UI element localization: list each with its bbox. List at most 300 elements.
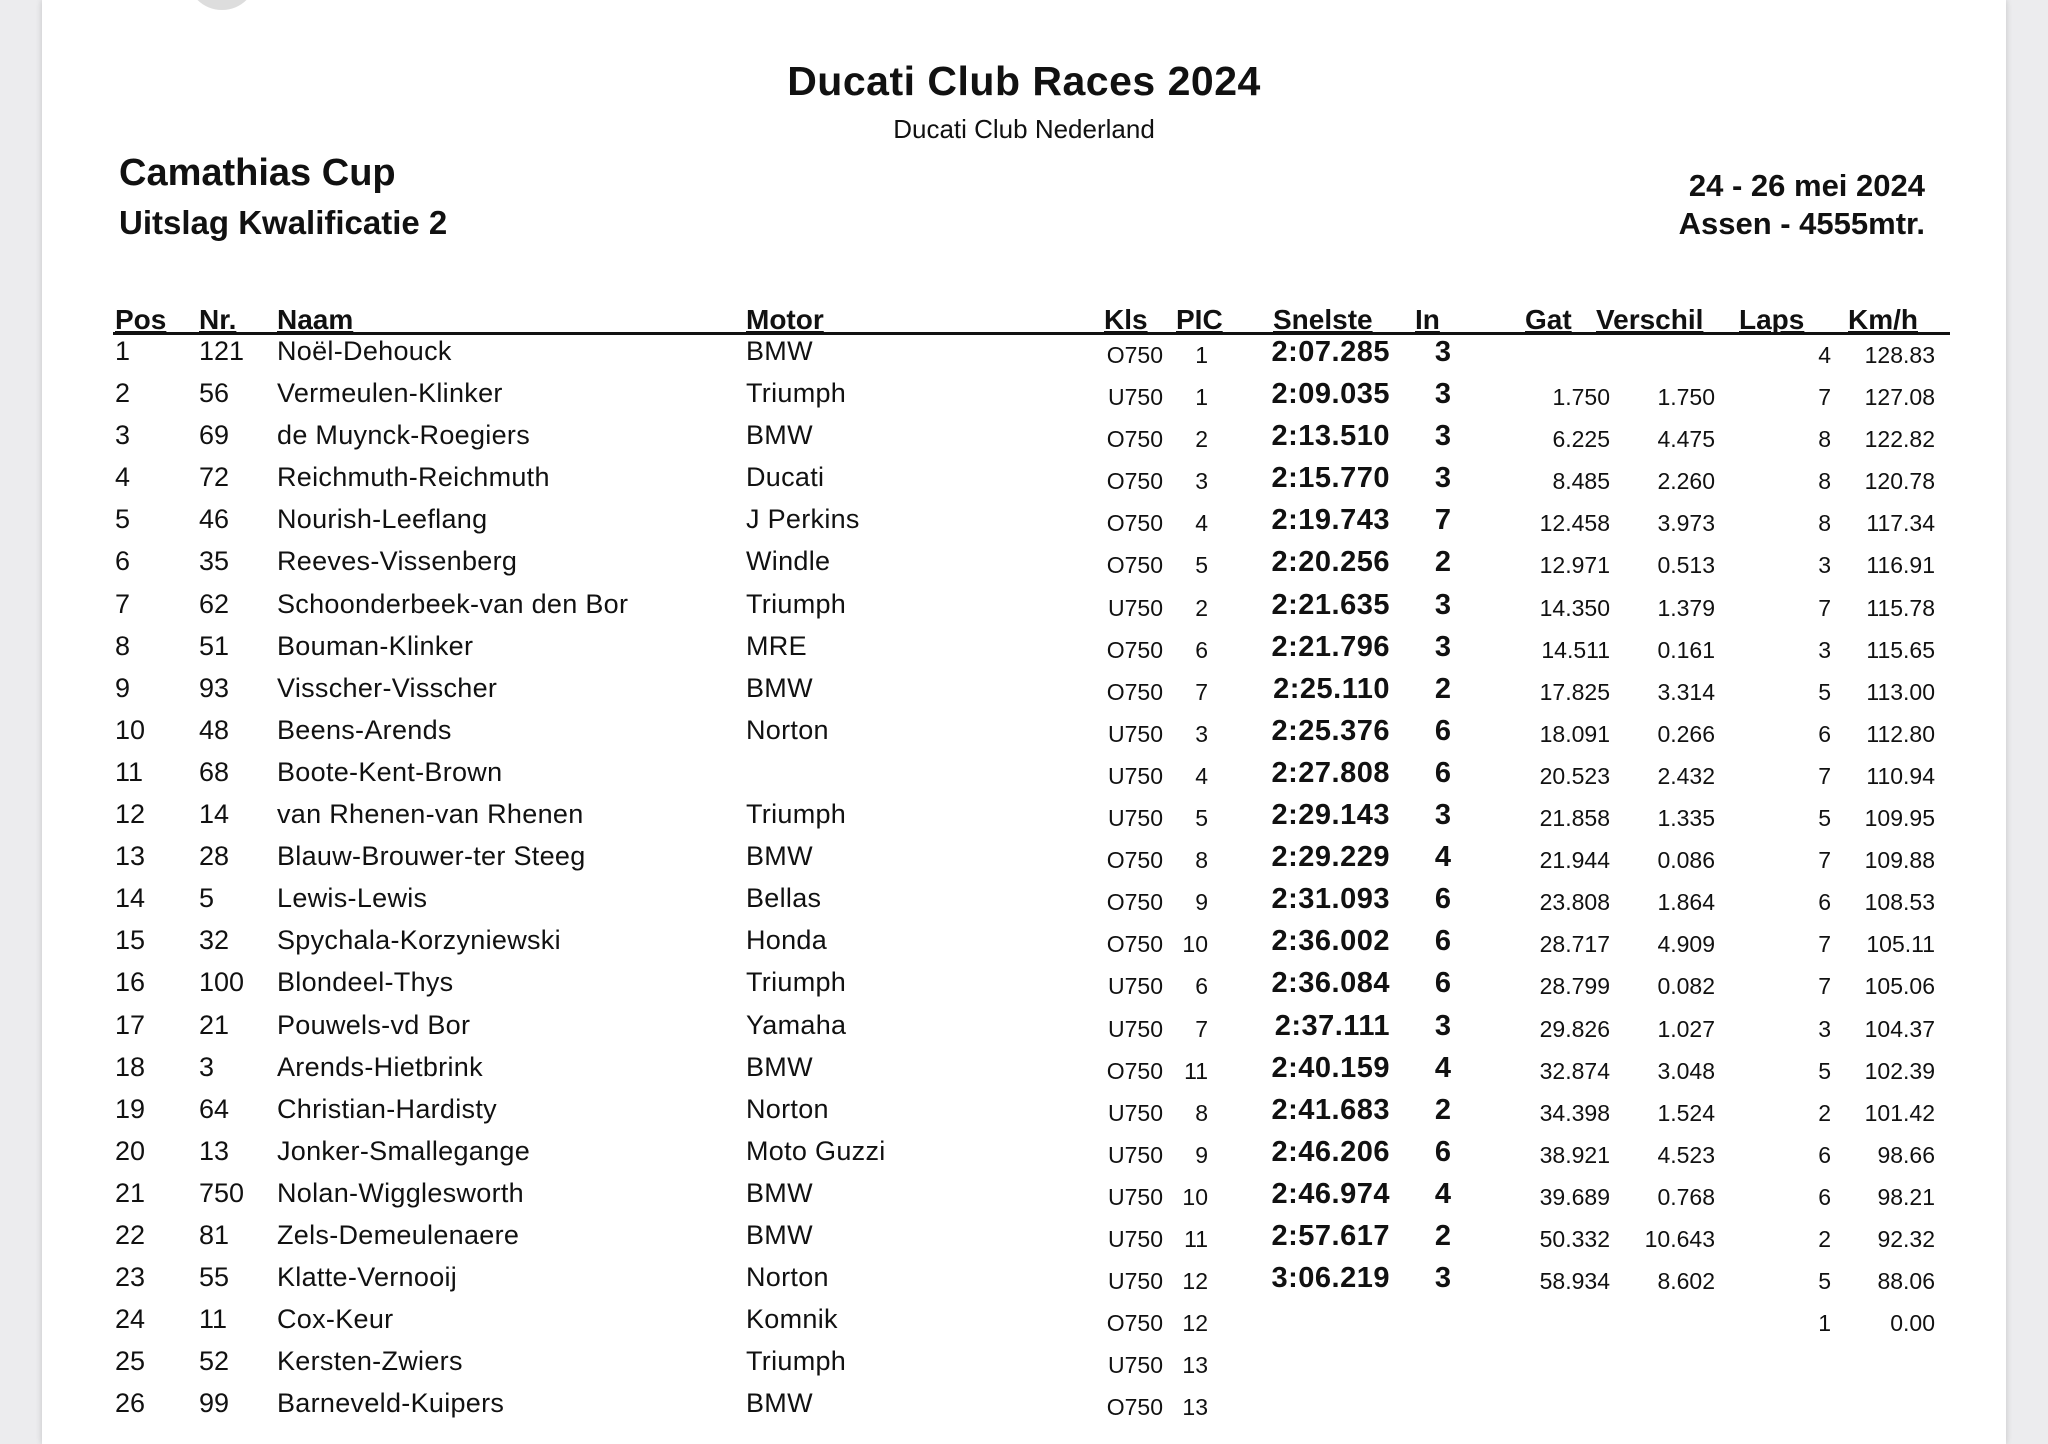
cell-pos: 26: [115, 1388, 146, 1419]
cell-kmh: 101.42: [1864, 1099, 1935, 1126]
cell-naam: Cox-Keur: [277, 1304, 394, 1335]
cell-laps: 5: [1818, 678, 1831, 705]
cell-motor: Bellas: [746, 883, 822, 914]
cell-verschil: 1.750: [1657, 384, 1715, 411]
cell-naam: Boote-Kent-Brown: [277, 756, 503, 787]
cell-laps: 3: [1818, 636, 1831, 663]
cell-in: 3: [1434, 462, 1451, 495]
cell-verschil: 1.379: [1657, 594, 1715, 621]
cell-snelste: 2:29.229: [1271, 841, 1390, 874]
cell-nr: 14: [199, 799, 230, 830]
cell-in: 4: [1434, 1177, 1451, 1210]
cell-pic: 13: [1182, 1352, 1208, 1379]
cell-laps: 8: [1818, 468, 1831, 495]
table-row: [0, 839, 2048, 881]
cell-motor: Yamaha: [746, 1009, 847, 1040]
session-name: Uitslag Kwalificatie 2: [119, 204, 448, 241]
cell-nr: 64: [199, 1093, 230, 1124]
cell-nr: 68: [199, 756, 230, 787]
cell-pos: 9: [115, 672, 131, 703]
cell-pos: 20: [115, 1135, 146, 1166]
cell-in: 7: [1434, 504, 1451, 537]
cell-nr: 55: [199, 1262, 230, 1293]
cell-pos: 4: [115, 462, 131, 493]
cell-pic: 12: [1182, 1268, 1208, 1295]
cell-nr: 750: [199, 1177, 245, 1208]
cell-nr: 62: [199, 588, 230, 619]
col-header-snelste: Snelste: [1273, 304, 1373, 335]
cell-snelste: 2:46.206: [1271, 1135, 1390, 1168]
cell-laps: 7: [1818, 384, 1831, 411]
table-row: [0, 629, 2048, 671]
cell-kmh: 117.34: [1866, 510, 1935, 537]
cell-verschil: 0.266: [1657, 720, 1715, 747]
cell-snelste: 2:36.084: [1271, 967, 1390, 1000]
cell-verschil: 2.432: [1657, 762, 1715, 789]
cell-naam: Jonker-Smallegange: [277, 1135, 531, 1166]
cell-motor: BMW: [746, 1388, 813, 1419]
cell-snelste: 3:06.219: [1271, 1262, 1390, 1295]
cell-nr: 93: [199, 672, 230, 703]
cell-snelste: 2:40.159: [1271, 1051, 1390, 1084]
cell-verschil: 1.335: [1657, 805, 1715, 832]
cell-kmh: 105.06: [1864, 973, 1935, 1000]
cell-laps: 5: [1818, 1268, 1831, 1295]
table-row: [0, 1386, 2048, 1428]
cell-pos: 5: [115, 504, 131, 535]
cell-gat: 21.944: [1539, 847, 1610, 874]
cell-pic: 6: [1195, 973, 1208, 1000]
cell-pos: 15: [115, 925, 146, 956]
cell-in: 2: [1434, 672, 1451, 705]
cell-kls: U750: [1108, 594, 1163, 621]
cell-kmh: 108.53: [1864, 889, 1935, 916]
cell-pos: 6: [115, 546, 131, 577]
col-header-in: In: [1415, 304, 1440, 335]
cell-nr: 3: [199, 1051, 215, 1082]
cell-in: 6: [1434, 714, 1451, 747]
cell-verschil: 0.513: [1657, 552, 1715, 579]
cell-kls: O750: [1106, 552, 1163, 579]
cell-pos: 13: [115, 841, 146, 872]
cell-naam: Pouwels-vd Bor: [277, 1009, 471, 1040]
cell-kls: O750: [1106, 1310, 1163, 1337]
cell-gat: 38.921: [1539, 1141, 1610, 1168]
cup-name: Camathias Cup: [119, 152, 396, 194]
cell-kls: U750: [1108, 805, 1163, 832]
table-row: [0, 376, 2048, 418]
cell-pic: 11: [1184, 1225, 1208, 1252]
table-row: [0, 1008, 2048, 1050]
cell-naam: Barneveld-Kuipers: [277, 1388, 505, 1419]
cell-motor: Triumph: [746, 1346, 847, 1377]
cell-verschil: 3.314: [1657, 678, 1715, 705]
cell-pic: 1: [1195, 342, 1208, 368]
cell-gat: 12.971: [1539, 552, 1610, 579]
cell-in: 3: [1434, 588, 1451, 621]
cell-snelste: 2:21.635: [1271, 588, 1390, 621]
cell-pos: 8: [115, 630, 131, 661]
cell-laps: 7: [1818, 762, 1831, 789]
cell-verschil: 8.602: [1657, 1268, 1715, 1295]
cell-gat: 18.091: [1539, 720, 1610, 747]
cell-kls: U750: [1108, 1099, 1163, 1126]
cell-nr: 52: [199, 1346, 230, 1377]
table-row: [0, 502, 2048, 544]
cell-kmh: 104.37: [1864, 1015, 1935, 1042]
cell-gat: 20.523: [1539, 762, 1610, 789]
table-row: [0, 923, 2048, 965]
cell-gat: 28.717: [1539, 931, 1610, 958]
table-row: [0, 1260, 2048, 1302]
table-row: [0, 881, 2048, 923]
cell-pic: 1: [1195, 384, 1208, 411]
cell-snelste: 2:36.002: [1271, 925, 1390, 958]
cell-naam: Nourish-Leeflang: [277, 504, 488, 535]
cell-laps: 3: [1818, 1015, 1831, 1042]
table-row: [0, 418, 2048, 460]
cell-kmh: 112.80: [1866, 720, 1935, 747]
cell-snelste: 2:09.035: [1271, 378, 1390, 411]
cell-laps: 4: [1818, 342, 1831, 368]
cell-laps: 8: [1818, 426, 1831, 453]
cell-kmh: 128.83: [1864, 342, 1935, 368]
cell-pic: 2: [1195, 426, 1208, 453]
cell-kls: O750: [1106, 636, 1163, 663]
cell-pos: 12: [115, 799, 146, 830]
cell-motor: MRE: [746, 630, 807, 661]
cell-laps: 7: [1818, 973, 1831, 1000]
cell-kmh: 109.95: [1864, 805, 1935, 832]
cell-kmh: 110.94: [1866, 762, 1935, 789]
cell-pic: 9: [1195, 1141, 1208, 1168]
cell-gat: 21.858: [1539, 805, 1610, 832]
cell-in: 4: [1434, 841, 1451, 874]
cell-snelste: 2:25.110: [1273, 672, 1390, 705]
cell-snelste: 2:07.285: [1271, 336, 1390, 368]
cell-naam: Visscher-Visscher: [277, 672, 498, 703]
col-header-motor: Motor: [746, 304, 824, 335]
cell-pic: 3: [1195, 468, 1208, 495]
col-header-pos: Pos: [115, 304, 167, 335]
cell-naam: van Rhenen-van Rhenen: [277, 799, 584, 830]
cell-laps: 6: [1818, 889, 1831, 916]
cell-in: 3: [1434, 799, 1451, 832]
cell-laps: 8: [1818, 510, 1831, 537]
cell-in: 6: [1434, 883, 1451, 916]
cell-pos: 17: [115, 1009, 146, 1040]
cell-gat: 39.689: [1539, 1183, 1610, 1210]
cell-naam: Kersten-Zwiers: [277, 1346, 463, 1377]
cell-nr: 69: [199, 420, 230, 451]
cell-in: 3: [1434, 630, 1451, 663]
cell-pos: 21: [115, 1177, 146, 1208]
col-header-nr: Nr.: [199, 304, 237, 335]
cell-gat: 6.225: [1552, 426, 1610, 453]
cell-kls: U750: [1108, 1015, 1163, 1042]
table-row: [0, 587, 2048, 629]
cell-snelste: 2:37.111: [1274, 1009, 1390, 1042]
cell-snelste: 2:13.510: [1271, 420, 1390, 453]
cell-verschil: 10.643: [1644, 1225, 1715, 1252]
cell-nr: 72: [199, 462, 230, 493]
cell-gat: 14.511: [1541, 636, 1610, 663]
event-date: 24 - 26 mei 2024: [1688, 168, 1925, 203]
cell-laps: 7: [1818, 931, 1831, 958]
cell-nr: 11: [199, 1304, 228, 1335]
table-row: [0, 460, 2048, 502]
cell-verschil: 3.048: [1657, 1057, 1715, 1084]
cell-pos: 3: [115, 420, 131, 451]
table-row: [0, 671, 2048, 713]
table-row: [0, 1302, 2048, 1344]
table-row: [0, 713, 2048, 755]
cell-motor: Norton: [746, 714, 829, 745]
cell-naam: Christian-Hardisty: [277, 1093, 497, 1124]
cell-gat: 34.398: [1539, 1099, 1610, 1126]
cell-pic: 11: [1184, 1057, 1208, 1084]
table-row: [0, 1092, 2048, 1134]
cell-laps: 2: [1818, 1099, 1831, 1126]
cell-pic: 3: [1195, 720, 1208, 747]
cell-kls: O750: [1106, 468, 1163, 495]
cell-pic: 8: [1195, 1099, 1208, 1126]
table-row: [0, 965, 2048, 1007]
cell-pic: 9: [1195, 889, 1208, 916]
cell-snelste: 2:57.617: [1271, 1219, 1390, 1252]
cell-in: 6: [1434, 967, 1451, 1000]
cell-naam: Zels-Demeulenaere: [277, 1219, 520, 1250]
cell-kmh: 105.11: [1866, 931, 1935, 958]
cell-kls: U750: [1108, 1268, 1163, 1295]
col-header-gat: Gat: [1525, 304, 1572, 335]
cell-kmh: 0.00: [1890, 1310, 1935, 1337]
cell-naam: Lewis-Lewis: [277, 883, 428, 914]
cell-in: 6: [1434, 756, 1451, 789]
cell-nr: 56: [199, 378, 230, 409]
cell-kmh: 115.65: [1866, 636, 1935, 663]
cell-pos: 19: [115, 1093, 146, 1124]
cell-pic: 5: [1195, 552, 1208, 579]
cell-gat: 32.874: [1539, 1057, 1610, 1084]
cell-pic: 5: [1195, 805, 1208, 832]
cell-nr: 21: [199, 1009, 230, 1040]
cell-kls: O750: [1106, 342, 1163, 368]
cell-kmh: 120.78: [1864, 468, 1935, 495]
cell-pic: 12: [1182, 1310, 1208, 1337]
cell-verschil: 4.909: [1657, 931, 1715, 958]
cell-nr: 5: [199, 883, 215, 914]
col-header-kls: Kls: [1104, 304, 1148, 335]
cell-verschil: 0.082: [1657, 973, 1715, 1000]
cell-snelste: 2:20.256: [1271, 546, 1390, 579]
cell-pic: 13: [1182, 1394, 1208, 1421]
cell-verschil: 1.864: [1657, 889, 1715, 916]
cell-verschil: 3.973: [1657, 510, 1715, 537]
table-row: [0, 1218, 2048, 1260]
cell-gat: 58.934: [1539, 1268, 1610, 1295]
cell-kls: U750: [1108, 1141, 1163, 1168]
cell-gat: 28.799: [1539, 973, 1610, 1000]
cell-nr: 48: [199, 714, 230, 745]
cell-laps: 5: [1818, 805, 1831, 832]
cell-in: 6: [1434, 925, 1451, 958]
cell-pos: 25: [115, 1346, 146, 1377]
col-header-kmh: Km/h: [1848, 304, 1918, 335]
cell-naam: de Muynck-Roegiers: [277, 420, 531, 451]
cell-kls: U750: [1108, 384, 1163, 411]
cell-pos: 16: [115, 967, 146, 998]
cell-kmh: 98.66: [1877, 1141, 1935, 1168]
cell-kls: O750: [1106, 847, 1163, 874]
cell-in: 2: [1434, 1093, 1451, 1126]
cell-pos: 23: [115, 1262, 146, 1293]
cell-laps: 2: [1818, 1225, 1831, 1252]
cell-pos: 24: [115, 1304, 146, 1335]
cell-in: 3: [1434, 420, 1451, 453]
cell-verschil: 1.027: [1657, 1015, 1715, 1042]
cell-pos: 11: [115, 756, 144, 787]
cell-motor: Komnik: [746, 1304, 838, 1335]
cell-in: 3: [1434, 1262, 1451, 1295]
cell-verschil: 0.161: [1657, 636, 1715, 663]
cell-gat: 1.750: [1552, 384, 1610, 411]
cell-snelste: 2:21.796: [1271, 630, 1390, 663]
cell-pos: 18: [115, 1051, 146, 1082]
cell-motor: Windle: [746, 546, 831, 577]
cell-snelste: 2:41.683: [1271, 1093, 1390, 1126]
cell-motor: BMW: [746, 1219, 813, 1250]
cell-in: 2: [1434, 1219, 1451, 1252]
cell-laps: 6: [1818, 1183, 1831, 1210]
cell-snelste: 2:25.376: [1271, 714, 1390, 747]
cell-nr: 121: [199, 336, 245, 366]
cell-pic: 10: [1182, 931, 1208, 958]
cell-motor: Norton: [746, 1093, 829, 1124]
col-header-laps: Laps: [1739, 304, 1805, 335]
cell-gat: 14.350: [1539, 594, 1610, 621]
cell-naam: Schoonderbeek-van den Bor: [277, 588, 629, 619]
cell-motor: BMW: [746, 1177, 813, 1208]
cell-pic: 2: [1195, 594, 1208, 621]
cell-verschil: 0.086: [1657, 847, 1715, 874]
cell-motor: Norton: [746, 1262, 829, 1293]
cell-kls: O750: [1106, 1057, 1163, 1084]
cell-gat: 12.458: [1539, 510, 1610, 537]
cell-laps: 7: [1818, 847, 1831, 874]
cell-laps: 7: [1818, 594, 1831, 621]
cell-laps: 3: [1818, 552, 1831, 579]
cell-kls: O750: [1106, 426, 1163, 453]
cell-naam: Reeves-Vissenberg: [277, 546, 518, 577]
cell-motor: BMW: [746, 1051, 813, 1082]
cell-laps: 6: [1818, 720, 1831, 747]
cell-pic: 7: [1195, 678, 1208, 705]
cell-kmh: 109.88: [1864, 847, 1935, 874]
cell-naam: Arends-Hietbrink: [277, 1051, 483, 1082]
cell-motor: Ducati: [746, 462, 825, 493]
cell-pic: 4: [1195, 510, 1208, 537]
cell-kmh: 127.08: [1864, 384, 1935, 411]
cell-kmh: 122.82: [1864, 426, 1935, 453]
cell-laps: 1: [1818, 1310, 1831, 1337]
cell-nr: 28: [199, 841, 230, 872]
cell-naam: Reichmuth-Reichmuth: [277, 462, 550, 493]
cell-kmh: 113.00: [1866, 678, 1935, 705]
cell-pic: 4: [1195, 762, 1208, 789]
cell-snelste: 2:27.808: [1271, 756, 1390, 789]
cell-naam: Bouman-Klinker: [277, 630, 474, 661]
cell-pic: 6: [1195, 636, 1208, 663]
table-row: [0, 1050, 2048, 1092]
cell-motor: J Perkins: [746, 504, 860, 535]
cell-nr: 46: [199, 504, 230, 535]
cell-pos: 7: [115, 588, 131, 619]
cell-kmh: 116.91: [1866, 552, 1935, 579]
table-row: [0, 334, 2048, 376]
cell-kmh: 88.06: [1877, 1268, 1935, 1295]
cell-nr: 13: [199, 1135, 230, 1166]
club-logo-fragment: [187, 0, 257, 10]
table-row: [0, 797, 2048, 839]
cell-verschil: 0.768: [1657, 1183, 1715, 1210]
cell-pos: 14: [115, 883, 146, 914]
cell-motor: BMW: [746, 336, 813, 366]
cell-motor: Moto Guzzi: [746, 1135, 886, 1166]
cell-motor: BMW: [746, 420, 813, 451]
cell-motor: Honda: [746, 925, 828, 956]
cell-naam: Beens-Arends: [277, 714, 452, 745]
cell-in: 3: [1434, 378, 1451, 411]
cell-pos: 1: [115, 336, 131, 366]
cell-kmh: 92.32: [1877, 1225, 1935, 1252]
page-subtitle: Ducati Club Nederland: [893, 114, 1155, 144]
cell-kls: O750: [1106, 678, 1163, 705]
cell-nr: 35: [199, 546, 230, 577]
results-table: [0, 334, 2048, 1428]
cell-kls: O750: [1106, 889, 1163, 916]
cell-verschil: 2.260: [1657, 468, 1715, 495]
table-row: [0, 1344, 2048, 1386]
cell-verschil: 4.523: [1657, 1141, 1715, 1168]
cell-snelste: 2:29.143: [1271, 799, 1390, 832]
cell-motor: Triumph: [746, 799, 847, 830]
table-row: [0, 544, 2048, 586]
cell-pic: 8: [1195, 847, 1208, 874]
cell-pos: 22: [115, 1219, 146, 1250]
cell-naam: Vermeulen-Klinker: [277, 378, 503, 409]
cell-pos: 2: [115, 378, 131, 409]
cell-in: 3: [1434, 336, 1451, 368]
cell-kmh: 98.21: [1877, 1183, 1935, 1210]
cell-gat: 29.826: [1539, 1015, 1610, 1042]
cell-verschil: 4.475: [1657, 426, 1715, 453]
page-title: Ducati Club Races 2024: [787, 58, 1261, 104]
cell-kls: O750: [1106, 1394, 1163, 1421]
cell-naam: Nolan-Wigglesworth: [277, 1177, 524, 1208]
table-row: [0, 755, 2048, 797]
cell-kls: U750: [1108, 1225, 1163, 1252]
event-venue: Assen - 4555mtr.: [1678, 206, 1925, 241]
cell-nr: 32: [199, 925, 230, 956]
cell-gat: 8.485: [1552, 468, 1610, 495]
cell-snelste: 2:15.770: [1271, 462, 1390, 495]
cell-kmh: 102.39: [1864, 1057, 1935, 1084]
cell-nr: 100: [199, 967, 245, 998]
cell-in: 6: [1434, 1135, 1451, 1168]
cell-gat: 23.808: [1539, 889, 1610, 916]
col-header-naam: Naam: [277, 304, 354, 335]
